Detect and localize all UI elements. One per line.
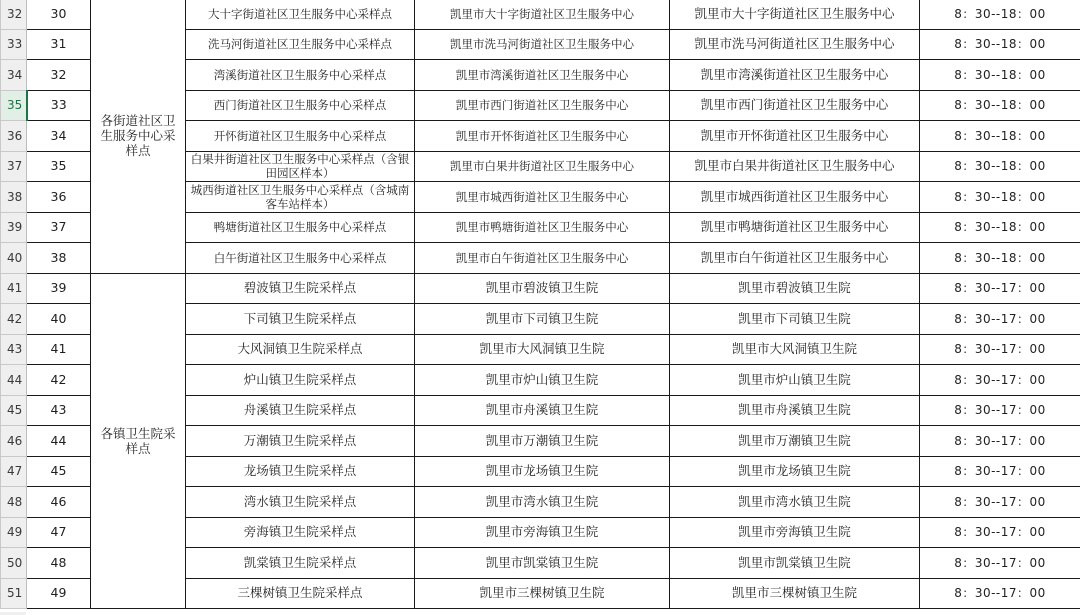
cell-testing-institution[interactable]: 凯里市城西街道社区卫生服务中心 bbox=[670, 182, 920, 213]
cell-group-category[interactable]: 各镇卫生院采样点 bbox=[91, 273, 186, 609]
row-header[interactable]: 33 bbox=[1, 29, 27, 60]
row-header[interactable]: 32 bbox=[1, 0, 27, 29]
cell-hours[interactable]: 8：30--17：00 bbox=[920, 548, 1080, 579]
cell-testing-institution[interactable]: 凯里市洗马河街道社区卫生服务中心 bbox=[670, 29, 920, 60]
cell-seq[interactable]: 30 bbox=[27, 0, 91, 29]
cell-seq[interactable]: 31 bbox=[27, 29, 91, 60]
cell-lab-institution[interactable]: 凯里市洗马河街道社区卫生服务中心 bbox=[415, 29, 670, 60]
row-header[interactable]: 37 bbox=[1, 151, 27, 182]
cell-sampling-site[interactable]: 舟溪镇卫生院采样点 bbox=[186, 395, 415, 426]
cell-testing-institution[interactable]: 凯里市龙场镇卫生院 bbox=[670, 456, 920, 487]
cell-seq[interactable]: 46 bbox=[27, 487, 91, 518]
cell-hours[interactable]: 8：30--17：00 bbox=[920, 517, 1080, 548]
cell-hours[interactable]: 8：30--18：00 bbox=[920, 243, 1080, 274]
cell-testing-institution[interactable]: 凯里市旁海镇卫生院 bbox=[670, 517, 920, 548]
cell-sampling-site[interactable]: 凯棠镇卫生院采样点 bbox=[186, 548, 415, 579]
row-header[interactable]: 46 bbox=[1, 426, 27, 457]
cell-hours[interactable]: 8：30--17：00 bbox=[920, 487, 1080, 518]
row-header[interactable]: 50 bbox=[1, 548, 27, 579]
cell-sampling-site[interactable]: 碧波镇卫生院采样点 bbox=[186, 273, 415, 304]
cell-seq[interactable]: 47 bbox=[27, 517, 91, 548]
cell-hours[interactable]: 8：30--18：00 bbox=[920, 60, 1080, 91]
cell-testing-institution[interactable]: 凯里市大十字街道社区卫生服务中心 bbox=[670, 0, 920, 29]
cell-testing-institution[interactable]: 凯里市炉山镇卫生院 bbox=[670, 365, 920, 396]
cell-sampling-site[interactable]: 开怀街道社区卫生服务中心采样点 bbox=[186, 121, 415, 152]
cell-seq[interactable]: 37 bbox=[27, 212, 91, 243]
row-header[interactable]: 42 bbox=[1, 304, 27, 335]
cell-lab-institution[interactable]: 凯里市大十字街道社区卫生服务中心 bbox=[415, 0, 670, 29]
row-header[interactable]: 35 bbox=[1, 90, 27, 121]
cell-sampling-site[interactable]: 下司镇卫生院采样点 bbox=[186, 304, 415, 335]
cell-lab-institution[interactable]: 凯里市湾水镇卫生院 bbox=[415, 487, 670, 518]
cell-sampling-site[interactable]: 白午街道社区卫生服务中心采样点 bbox=[186, 243, 415, 274]
cell-group-category[interactable]: 各街道社区卫生服务中心采样点 bbox=[91, 0, 186, 273]
cell-hours[interactable]: 8：30--17：00 bbox=[920, 456, 1080, 487]
row-header[interactable]: 49 bbox=[1, 517, 27, 548]
cell-sampling-site[interactable]: 洗马河街道社区卫生服务中心采样点 bbox=[186, 29, 415, 60]
cell-seq[interactable]: 35 bbox=[27, 151, 91, 182]
cell-seq[interactable]: 44 bbox=[27, 426, 91, 457]
cell-sampling-site[interactable]: 龙场镇卫生院采样点 bbox=[186, 456, 415, 487]
cell-hours[interactable]: 8：30--17：00 bbox=[920, 395, 1080, 426]
cell-testing-institution[interactable]: 凯里市凯棠镇卫生院 bbox=[670, 548, 920, 579]
cell-lab-institution[interactable]: 凯里市万潮镇卫生院 bbox=[415, 426, 670, 457]
cell-hours[interactable]: 8：30--18：00 bbox=[920, 182, 1080, 213]
cell-seq[interactable]: 41 bbox=[27, 334, 91, 365]
cell-hours[interactable]: 8：30--17：00 bbox=[920, 426, 1080, 457]
row-header[interactable]: 36 bbox=[1, 121, 27, 152]
cell-testing-institution[interactable]: 凯里市三棵树镇卫生院 bbox=[670, 578, 920, 609]
cell-seq[interactable]: 49 bbox=[27, 578, 91, 609]
cell-sampling-site[interactable]: 白果井街道社区卫生服务中心采样点（含银田园区样本） bbox=[186, 151, 415, 182]
cell-seq[interactable]: 34 bbox=[27, 121, 91, 152]
cell-lab-institution[interactable]: 凯里市城西街道社区卫生服务中心 bbox=[415, 182, 670, 213]
cell-seq[interactable]: 43 bbox=[27, 395, 91, 426]
cell-lab-institution[interactable]: 凯里市舟溪镇卫生院 bbox=[415, 395, 670, 426]
cell-testing-institution[interactable]: 凯里市白午街道社区卫生服务中心 bbox=[670, 243, 920, 274]
cell-seq[interactable]: 36 bbox=[27, 182, 91, 213]
cell-lab-institution[interactable]: 凯里市鸭塘街道社区卫生服务中心 bbox=[415, 212, 670, 243]
cell-seq[interactable]: 32 bbox=[27, 60, 91, 91]
cell-sampling-site[interactable]: 西门街道社区卫生服务中心采样点 bbox=[186, 90, 415, 121]
cell-lab-institution[interactable]: 凯里市炉山镇卫生院 bbox=[415, 365, 670, 396]
cell-sampling-site[interactable]: 大十字街道社区卫生服务中心采样点 bbox=[186, 0, 415, 29]
cell-testing-institution[interactable]: 凯里市鸭塘街道社区卫生服务中心 bbox=[670, 212, 920, 243]
cell-testing-institution[interactable]: 凯里市湾溪街道社区卫生服务中心 bbox=[670, 60, 920, 91]
cell-hours[interactable]: 8：30--17：00 bbox=[920, 273, 1080, 304]
row-header[interactable]: 40 bbox=[1, 243, 27, 274]
cell-lab-institution[interactable]: 凯里市龙场镇卫生院 bbox=[415, 456, 670, 487]
table-row bbox=[1, 0, 1080, 29]
cell-testing-institution[interactable]: 凯里市白果井街道社区卫生服务中心 bbox=[670, 151, 920, 182]
cell-testing-institution[interactable]: 凯里市大风洞镇卫生院 bbox=[670, 334, 920, 365]
cell-seq[interactable]: 40 bbox=[27, 304, 91, 335]
cell-hours[interactable]: 8：30--18：00 bbox=[920, 90, 1080, 121]
cell-seq[interactable]: 45 bbox=[27, 456, 91, 487]
cell-lab-institution[interactable]: 凯里市碧波镇卫生院 bbox=[415, 273, 670, 304]
row-header[interactable]: 44 bbox=[1, 365, 27, 396]
cell-sampling-site[interactable]: 旁海镇卫生院采样点 bbox=[186, 517, 415, 548]
cell-seq[interactable]: 39 bbox=[27, 273, 91, 304]
row-header[interactable]: 45 bbox=[1, 395, 27, 426]
cell-lab-institution[interactable]: 凯里市白果井街道社区卫生服务中心 bbox=[415, 151, 670, 182]
cell-hours[interactable]: 8：30--18：00 bbox=[920, 29, 1080, 60]
cell-lab-institution[interactable]: 凯里市西门街道社区卫生服务中心 bbox=[415, 90, 670, 121]
row-header[interactable]: 48 bbox=[1, 487, 27, 518]
row-header[interactable]: 39 bbox=[1, 212, 27, 243]
cell-seq[interactable]: 33 bbox=[27, 90, 91, 121]
row-header[interactable]: 43 bbox=[1, 334, 27, 365]
cell-testing-institution[interactable]: 凯里市下司镇卫生院 bbox=[670, 304, 920, 335]
cell-hours[interactable]: 8：30--17：00 bbox=[920, 304, 1080, 335]
cell-seq[interactable]: 42 bbox=[27, 365, 91, 396]
row-header[interactable]: 38 bbox=[1, 182, 27, 213]
cell-testing-institution[interactable]: 凯里市湾水镇卫生院 bbox=[670, 487, 920, 518]
cell-lab-institution[interactable]: 凯里市凯棠镇卫生院 bbox=[415, 548, 670, 579]
cell-sampling-site[interactable]: 万潮镇卫生院采样点 bbox=[186, 426, 415, 457]
cell-hours[interactable]: 8：30--17：00 bbox=[920, 365, 1080, 396]
cell-sampling-site[interactable]: 三棵树镇卫生院采样点 bbox=[186, 578, 415, 609]
row-header[interactable]: 51 bbox=[1, 578, 27, 609]
cell-hours[interactable]: 8：30--18：00 bbox=[920, 121, 1080, 152]
cell-lab-institution[interactable]: 凯里市旁海镇卫生院 bbox=[415, 517, 670, 548]
cell-sampling-site[interactable]: 炉山镇卫生院采样点 bbox=[186, 365, 415, 396]
cell-lab-institution[interactable]: 凯里市开怀街道社区卫生服务中心 bbox=[415, 121, 670, 152]
row-header[interactable]: 41 bbox=[1, 273, 27, 304]
cell-lab-institution[interactable]: 凯里市湾溪街道社区卫生服务中心 bbox=[415, 60, 670, 91]
cell-lab-institution[interactable]: 凯里市三棵树镇卫生院 bbox=[415, 578, 670, 609]
cell-sampling-site[interactable]: 鸭塘街道社区卫生服务中心采样点 bbox=[186, 212, 415, 243]
table-row bbox=[1, 273, 1080, 304]
cell-sampling-site[interactable]: 湾水镇卫生院采样点 bbox=[186, 487, 415, 518]
cell-lab-institution[interactable]: 凯里市大风洞镇卫生院 bbox=[415, 334, 670, 365]
cell-seq[interactable]: 48 bbox=[27, 548, 91, 579]
cell-hours[interactable]: 8：30--17：00 bbox=[920, 334, 1080, 365]
cell-testing-institution[interactable]: 凯里市西门街道社区卫生服务中心 bbox=[670, 90, 920, 121]
cell-sampling-site[interactable]: 城西街道社区卫生服务中心采样点（含城南客车站样本） bbox=[186, 182, 415, 213]
cell-testing-institution[interactable]: 凯里市万潮镇卫生院 bbox=[670, 426, 920, 457]
cell-testing-institution[interactable]: 凯里市开怀街道社区卫生服务中心 bbox=[670, 121, 920, 152]
cell-hours[interactable]: 8：30--18：00 bbox=[920, 0, 1080, 29]
row-header[interactable]: 34 bbox=[1, 60, 27, 91]
cell-hours[interactable]: 8：30--17：00 bbox=[920, 578, 1080, 609]
cell-hours[interactable]: 8：30--18：00 bbox=[920, 212, 1080, 243]
cell-hours[interactable]: 8：30--18：00 bbox=[920, 151, 1080, 182]
cell-sampling-site[interactable]: 湾溪街道社区卫生服务中心采样点 bbox=[186, 60, 415, 91]
cell-seq[interactable]: 38 bbox=[27, 243, 91, 274]
cell-testing-institution[interactable]: 凯里市碧波镇卫生院 bbox=[670, 273, 920, 304]
cell-sampling-site[interactable]: 大风洞镇卫生院采样点 bbox=[186, 334, 415, 365]
cell-testing-institution[interactable]: 凯里市舟溪镇卫生院 bbox=[670, 395, 920, 426]
cell-lab-institution[interactable]: 凯里市白午街道社区卫生服务中心 bbox=[415, 243, 670, 274]
row-header[interactable]: 47 bbox=[1, 456, 27, 487]
cell-lab-institution[interactable]: 凯里市下司镇卫生院 bbox=[415, 304, 670, 335]
